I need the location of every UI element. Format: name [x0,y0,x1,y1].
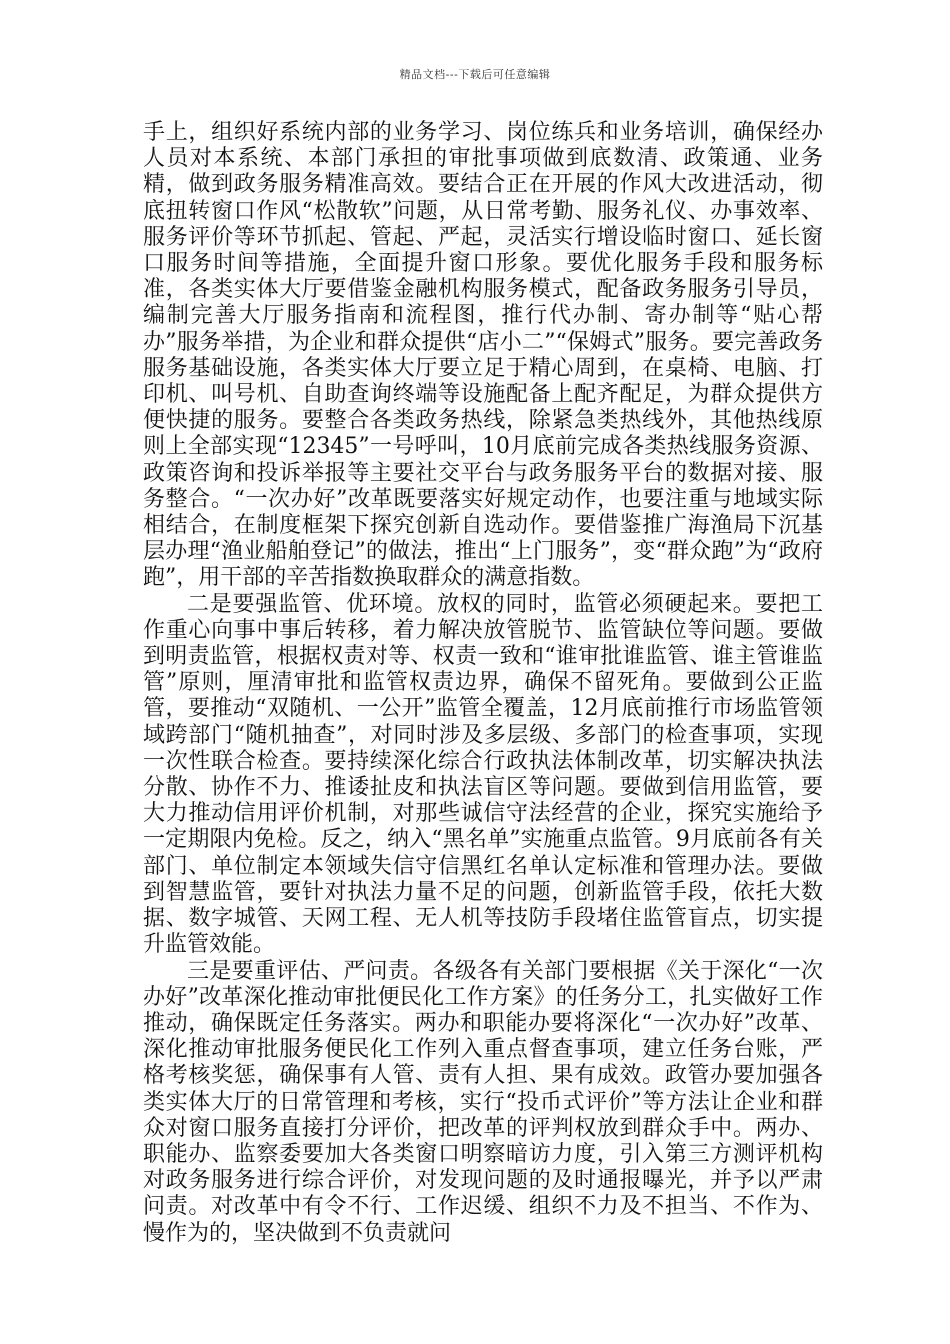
paragraph-1: 手上，组织好系统内部的业务学习、岗位练兵和业务培训，确保经办人员对本系统、本部门承担的审批事项做到底数清、政策通、业务精，做到政务服务精准高效。要结合正在开展的作风大改进活动，彻底扭转窗口作风“松散软”问题，从日常考勤、服务礼仪、办事效率、服务评价等环节抓起、管起、严起，灵活实行增设临时窗口、延长窗口服务时间等措施，全面提升窗口形象。要优化服务手段和服务标准，各类实体大厅要借鉴金融机构服务模式，配备政务服务引导员，编制完善大厅服务指南和流程图，推行代办制、寄办制等“贴心帮办”服务举措，为企业和群众提供“店小二”“保姆式”服务。要完善政务服务基础设施，各类实体大厅要立足于精心周到，在桌椅、电脑、打印机、叫号机、自助查询终端等设施配备上配齐配足，为群众提供方便快捷的服务。要整合各类政务热线，除紧急类热线外，其他热线原则上全部实现“12345”一号呼叫，10月底前完成各类热线服务资源、政策咨询和投诉举报等主要社交平台与政务服务平台的数据对接、服务整合。“一次办好”改革既要落实好规定动作，也要注重与地域实际相结合，在制度框架下探究创新自选动作。要借鉴推广海渔局下沉基层办理“渔业船舶登记”的做法，推出“上门服务”，变“群众跑”为“政府跑”，用干部的辛苦指数换取群众的满意指数。 [143,120,823,591]
body-text [143,120,823,1247]
page-header: 精品文档---下载后可任意编辑 [399,68,551,81]
paragraph-2: 二是要强监管、优环境。放权的同时，监管必须硬起来。要把工作重心向事中事后转移，着力解决放管脱节、监管缺位等问题。要做到明责监管，根据权责对等、权责一致和“谁审批谁监管、谁主管谁监管”原则，厘清审批和监管权责边界，确保不留死角。要做到公正监管，要推动“双随机、一公开”监管全覆盖，12月底前推行市场监管领域跨部门“随机抽查”，对同时涉及多层级、多部门的检查事项，实现一次性联合检查。要持续深化综合行政执法体制改革，切实解决执法分散、协作不力、推诿扯皮和执法盲区等问题。要做到信用监管，要大力推动信用评价机制，对那些诚信守法经营的企业，探究实施给予一定期限内免检。反之，纳入“黑名单”实施重点监管。9月底前各有关部门、单位制定本领域失信守信黑红名单认定标准和管理办法。要做到智慧监管，要针对执法力量不足的问题，创新监管手段，依托大数据、数字城管、天网工程、无人机等技防手段堵住监管盲点，切实提升监管效能。 [143,591,823,958]
paragraph-3: 三是要重评估、严问责。各级各有关部门要根据《关于深化“一次办好”改革深化推动审批便民化工作方案》的任务分工，扎实做好工作推动，确保既定任务落实。两办和职能办要将深化“一次办好”改革、深化推动审批服务便民化工作列入重点督查事项，建立任务台账，严格考核奖惩，确保事有人管、责有人担、果有成效。政管办要加强各类实体大厅的日常管理和考核，实行“投币式评价”等方法让企业和群众对窗口服务直接打分评价，把改革的评判权放到群众手中。两办、职能办、监察委要加大各类窗口明察暗访力度，引入第三方测评机构对政务服务进行综合评价，对发现问题的及时通报曝光，并予以严肃问责。对改革中有令不行、工作迟缓、组织不力及不担当、不作为、慢作为的，坚决做到不负责就问 [143,958,823,1246]
